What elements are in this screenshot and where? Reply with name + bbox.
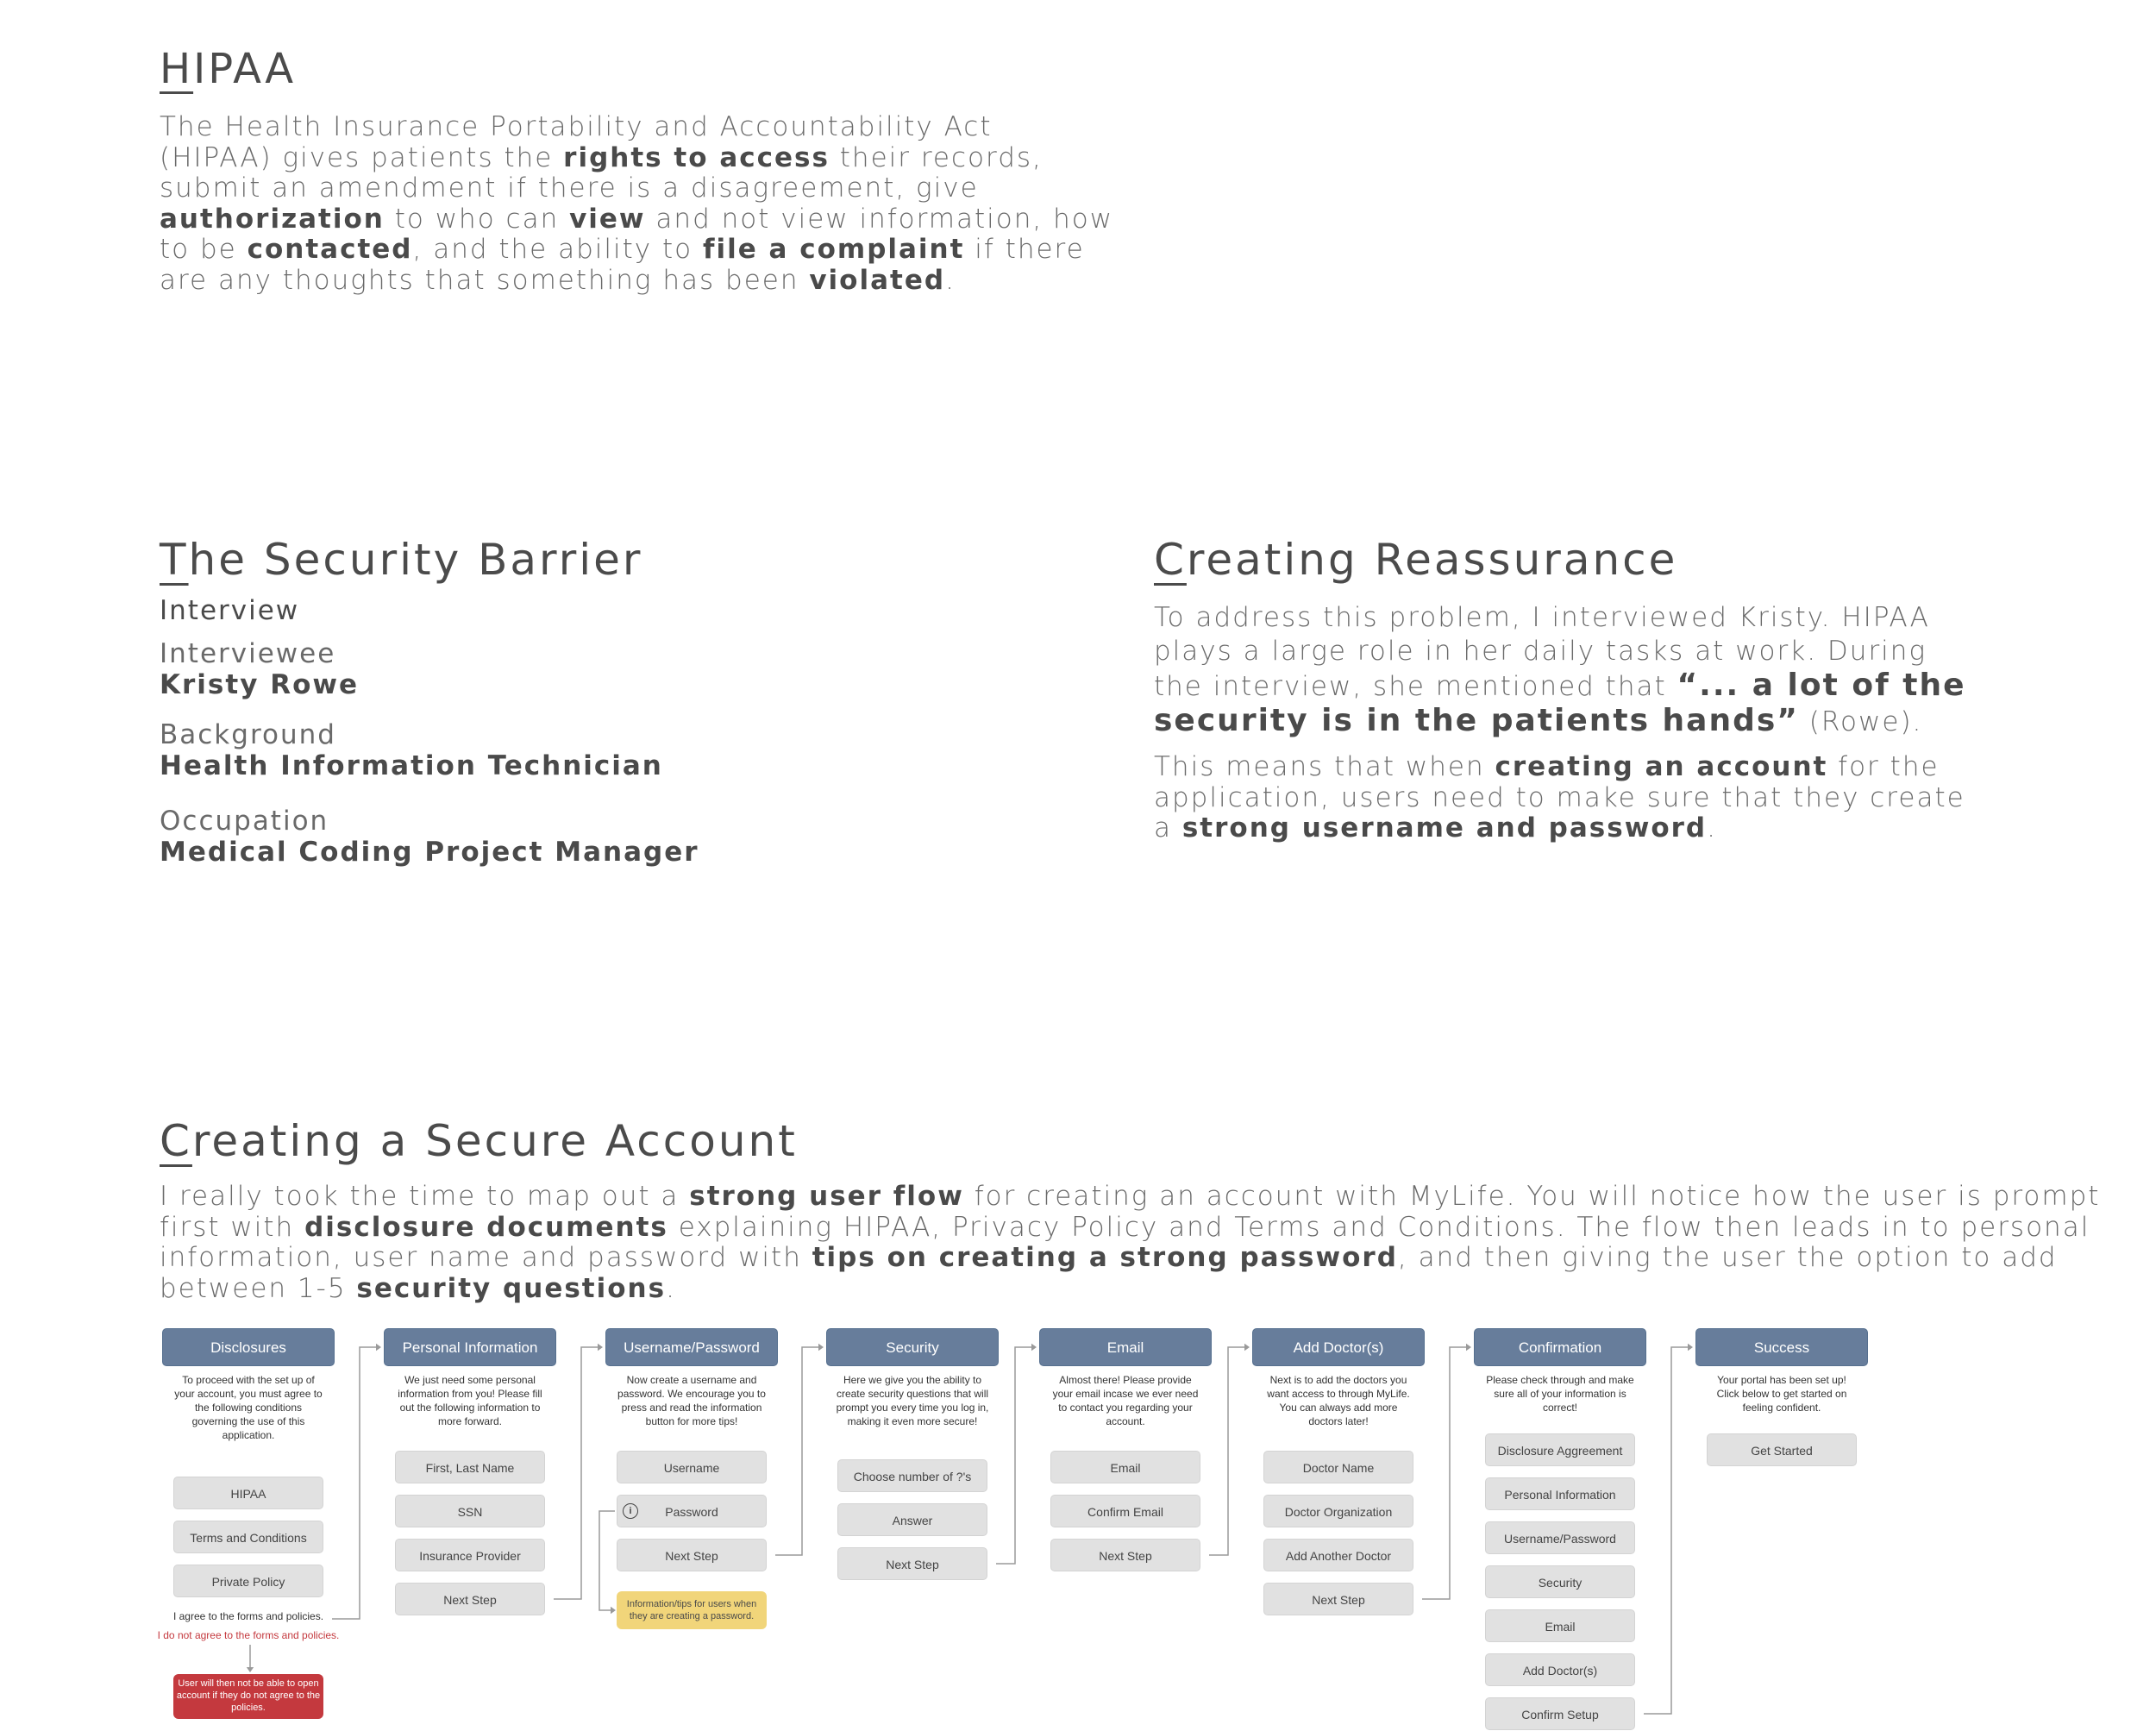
flow-field-confirm-email: Confirm Email	[1050, 1495, 1200, 1527]
step-header-email: Email	[1039, 1328, 1212, 1366]
flow-field-doctor-name: Doctor Name	[1263, 1451, 1413, 1483]
step-header-personal-information: Personal Information	[384, 1328, 556, 1366]
flow-field-next-step: Next Step	[395, 1583, 545, 1615]
step-header-success: Success	[1695, 1328, 1868, 1366]
flow-field-get-started: Get Started	[1707, 1433, 1857, 1466]
flow-field-confirm-setup: Confirm Setup	[1485, 1697, 1635, 1730]
flow-field-username-password: Username/Password	[1485, 1521, 1635, 1554]
password-tips-note: Information/tips for users when they are creating a password.	[617, 1591, 767, 1629]
step-description: Almost there! Please provide your email incase we ever need to contact you regarding your account.	[1052, 1374, 1199, 1427]
step-header-confirmation: Confirmation	[1474, 1328, 1646, 1366]
security-barrier-title: The Security Barrier	[160, 535, 643, 585]
flow-field-next-step: Next Step	[1050, 1539, 1200, 1571]
flow-field-add-doctor-s: Add Doctor(s)	[1485, 1653, 1635, 1686]
disagree-warning: User will then not be able to open account if they do not agree to the policies.	[173, 1674, 323, 1719]
step-header-add-doctor-s: Add Doctor(s)	[1252, 1328, 1425, 1366]
connector-head-7	[1688, 1344, 1693, 1351]
connector-7	[1644, 1347, 1689, 1714]
occupation-value: Medical Coding Project Manager	[160, 837, 699, 868]
interviewee-value: Kristy Rowe	[160, 669, 360, 700]
step-description: Please check through and make sure all of your information is correct!	[1486, 1374, 1634, 1414]
connector-head-5	[1244, 1344, 1250, 1351]
background-value: Health Information Technician	[160, 750, 663, 781]
flow-field-email: Email	[1050, 1451, 1200, 1483]
step-description: Here we give you the ability to create security questions that will prompt you every time you log in, making it even more secure!	[836, 1374, 989, 1427]
flow-field-ssn: SSN	[395, 1495, 545, 1527]
flow-field-personal-information: Personal Information	[1485, 1477, 1635, 1510]
info-icon: i	[623, 1503, 638, 1519]
step-description: To proceed with the set up of your account, you must agree to the following conditions governing the use of this application.	[174, 1374, 323, 1441]
step-description: Your portal has been set up! Click below to get started on feeling confident.	[1716, 1374, 1847, 1414]
reassurance-paragraph-1: To address this problem, I interviewed Kristy. HIPAA plays a large role in her daily tasks at work. During the interview, she mentioned that “... a lot of the security is in the patients hands” (Rowe).	[1154, 602, 1966, 738]
flow-field-insurance-provider: Insurance Provider	[395, 1539, 545, 1571]
flow-field-add-another-doctor: Add Another Doctor	[1263, 1539, 1413, 1571]
flow-field-answer: Answer	[837, 1503, 987, 1536]
flow-field-next-step: Next Step	[617, 1539, 767, 1571]
flow-field-next-step: Next Step	[837, 1547, 987, 1580]
disagree-option: I do not agree to the forms and policies.	[157, 1629, 340, 1641]
connector-4	[996, 1347, 1032, 1564]
tip-arrow-head	[611, 1607, 616, 1614]
interviewee-label: Interviewee	[160, 638, 336, 669]
occupation-label: Occupation	[160, 806, 329, 837]
account-setup-flow-diagram	[0, 1311, 2156, 1730]
flow-field-hipaa: HIPAA	[173, 1477, 323, 1509]
step-description: Now create a username and password. We encourage you to press and read the information button for more tips!	[617, 1374, 766, 1427]
hipaa-paragraph: The Health Insurance Portability and Accountability Act (HIPAA) gives patients the rights to access their records, submit an amendment if there is a disagreement, give authorization to who can view and not view information, how to be contacted, and the ability to file a complaint if there are any thoughts that something has been violated.	[160, 111, 1114, 296]
background-label: Background	[160, 719, 336, 750]
flow-field-next-step: Next Step	[1263, 1583, 1413, 1615]
flow-field-security: Security	[1485, 1565, 1635, 1598]
agree-option: I agree to the forms and policies.	[172, 1610, 324, 1622]
connector-2	[554, 1347, 599, 1599]
step-header-security: Security	[826, 1328, 999, 1366]
step-header-disclosures: Disclosures	[162, 1328, 335, 1366]
connector-1	[332, 1347, 377, 1619]
flow-field-doctor-organization: Doctor Organization	[1263, 1495, 1413, 1527]
flow-field-disclosure-aggreement: Disclosure Aggreement	[1485, 1433, 1635, 1466]
flow-field-choose-number-of-s: Choose number of ?'s	[837, 1459, 987, 1492]
tip-arrow-line	[599, 1511, 615, 1610]
connector-head-1	[376, 1344, 381, 1351]
flow-field-password: Password i	[617, 1495, 767, 1527]
flow-field-username: Username	[617, 1451, 767, 1483]
connector-head-2	[598, 1344, 603, 1351]
hipaa-title: HIPAA	[160, 45, 297, 93]
flow-field-email: Email	[1485, 1609, 1635, 1642]
step-description: Next is to add the doctors you want access to through MyLife. You can always add more doctors later!	[1267, 1374, 1410, 1427]
secure-account-title: Creating a Secure Account	[160, 1116, 798, 1166]
step-header-username-password: Username/Password	[605, 1328, 778, 1366]
secure-account-paragraph: I really took the time to map out a strong user flow for creating an account with MyLife. You will notice how the user is prompt first with disclosure documents explaining HIPAA, Privacy Policy and Terms and Conditions. The flow then leads in to personal information, user name and password with tips on creating a strong password, and then giving the user the option to add between 1-5 security questions.	[160, 1181, 2101, 1304]
connector-head-3	[818, 1344, 824, 1351]
connector-head-4	[1031, 1344, 1037, 1351]
flow-field-private-policy: Private Policy	[173, 1565, 323, 1597]
reassurance-title: Creating Reassurance	[1154, 535, 1678, 585]
connector-6	[1422, 1347, 1467, 1599]
step-description: We just need some personal information from you! Please fill out the following information to more forward.	[398, 1374, 542, 1427]
connector-5	[1209, 1347, 1245, 1555]
interview-label: Interview	[160, 595, 300, 626]
reassurance-paragraph-2: This means that when creating an account for the application, users need to make sure that they create a strong username and password.	[1154, 751, 1965, 844]
connector-3	[775, 1347, 819, 1555]
flow-field-terms-and-conditions: Terms and Conditions	[173, 1521, 323, 1553]
connector-head-6	[1466, 1344, 1471, 1351]
disagree-arrow-head	[247, 1667, 254, 1672]
flow-field-first-last-name: First, Last Name	[395, 1451, 545, 1483]
